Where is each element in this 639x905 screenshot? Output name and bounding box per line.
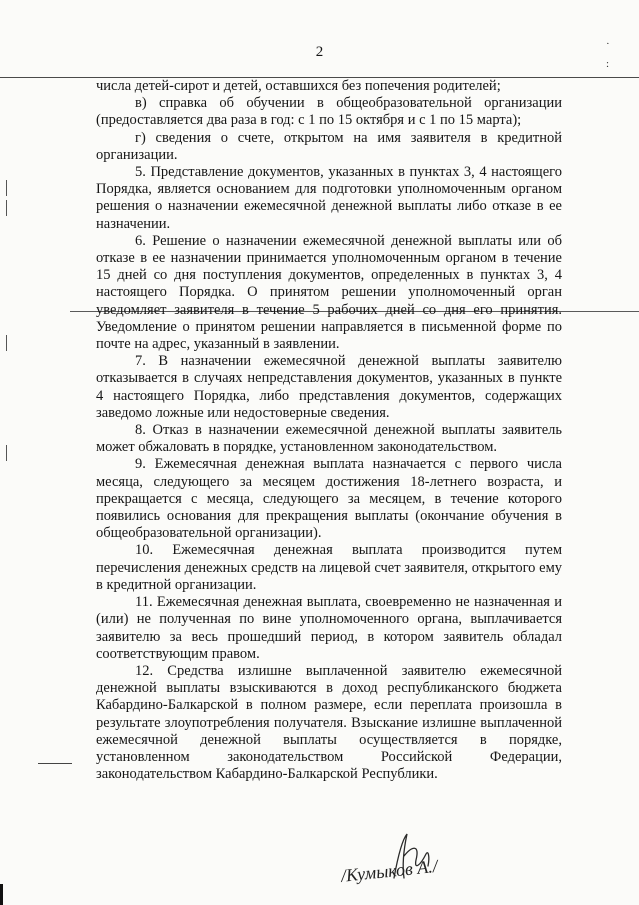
paragraph-12: 12. Средства излишне выплаченной заявителю ежемесячной денежной выплаты взыскиваются в доход республиканского бюджета Кабардино-Балкарской в полном размере, если переплата произошла в результате злоупотребления получателя. Взыскание излишне выплаченной ежемесячной денежной выплаты осуществляется в порядке, установленном законодательством Российской Федерации, законодательством Кабардино-Балкарской Республики. <box>96 662 562 783</box>
margin-dash <box>38 763 72 764</box>
binder-mark <box>6 335 7 351</box>
paragraph-10: 10. Ежемесячная денежная выплата производится путем перечисления денежных средств на лицевой счет заявителя, открытого ему в кредитной организации. <box>96 542 562 593</box>
page-number: 2 <box>315 44 324 60</box>
paragraph-11: 11. Ежемесячная денежная выплата, своевременно не назначенная и (или) не полученная по вине уполномоченного органа, выплачивается заявителю за весь прошедший период, в котором заявитель обладал соответствующим правом. <box>96 594 562 662</box>
binder-mark <box>6 445 7 461</box>
paragraph-item-v: в) справка об обучении в общеобразовательной организации (предоставляется два раза в год: с 1 по 15 октября и с 1 по 15 марта); <box>96 95 562 129</box>
signature-caption: /Кумыков А./ <box>340 855 439 886</box>
paragraph-item-g: г) сведения о счете, открытом на имя заявителя в кредитной организации. <box>96 129 562 163</box>
binder-mark <box>6 180 7 196</box>
scan-corner <box>0 884 3 905</box>
scan-artifact: · <box>606 38 610 50</box>
paragraph-continuation: числа детей-сирот и детей, оставшихся без попечения родителей; <box>96 78 501 94</box>
binder-mark <box>6 200 7 216</box>
paragraph-5: 5. Представление документов, указанных в пунктах 3, 4 настоящего Порядка, является основанием для подготовки уполномоченным органом решения о назначении ежемесячной денежной выплаты либо отказе в ее назначении. <box>96 164 562 232</box>
paragraph-9: 9. Ежемесячная денежная выплата назначается с первого числа месяца, следующего за месяцем достижения 18-летнего возраста, и прекращается с месяца, следующего за месяцем, в течение которого появились основания для прекращения выплаты (окончание обучения в общеобразовательной организации). <box>96 456 562 542</box>
scan-artifact: : <box>606 58 610 70</box>
paragraph-8: 8. Отказ в назначении ежемесячной денежной выплаты заявитель может обжаловать в порядке, установленном законодательством. <box>96 422 562 456</box>
paragraph-7: 7. В назначении ежемесячной денежной выплаты заявителю отказывается в случаях непредставления документов, указанных в пункте 4 настоящего Порядка, либо представления документов, содержащих заведомо ложные или недостоверные сведения. <box>96 353 562 421</box>
document-body <box>96 78 562 783</box>
paragraph-6: 6. Решение о назначении ежемесячной денежной выплаты или об отказе в ее назначении принимается уполномоченным органом в течение 15 дней со дня поступления документов, определенных в пунктах 3, 4 настоящего Порядка. О принятом решении уполномоченный орган уведомляет заявителя в течение 5 рабочих дней со дня его принятия. Уведомление о принятом решении направляется в письменной форме по почте на адрес, указанный в заявлении. <box>96 232 562 353</box>
